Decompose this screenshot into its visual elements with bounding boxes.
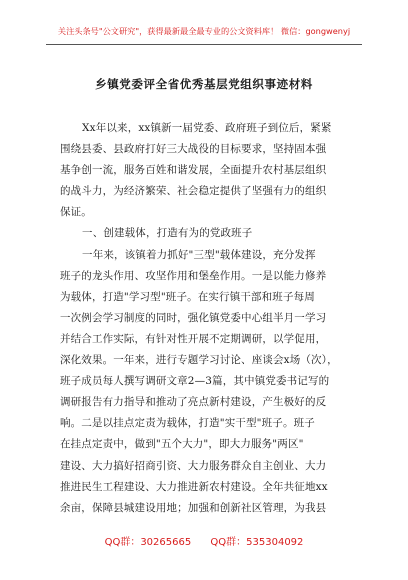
body-line: 基争创一流，服务百姓和谐发展，全面提升农村基层组织 xyxy=(60,164,327,177)
body-line: 保证。 xyxy=(60,206,92,219)
body-line: 的战斗力，为经济繁荣、社会稳定提供了坚强有力的组织 xyxy=(60,185,327,198)
body-line: 围绕县委、县政府打好三大战役的目标要求，坚持固本强 xyxy=(60,143,327,156)
body-line: 一次例会学习制度的同时，强化镇党委中心组半月一学习 xyxy=(60,311,327,324)
body-line: 班子的龙头作用、攻坚作用和堡垒作用。一是以能力修养 xyxy=(60,269,327,282)
body-line: 并结合工作实际，有针对性开展不定期调研，以学促用， xyxy=(60,332,327,345)
body-line: 在挂点定责中，做到"五个大力"，即大力服务"两区" xyxy=(60,438,304,451)
document-title: 乡镇党委评全省优秀基层党组织事迹材料 xyxy=(95,77,313,91)
footer-qq-group-2: QQ群：535304092 xyxy=(210,537,304,548)
footer-contact xyxy=(0,533,408,548)
body-line: 响。二是以挂点定责为载体，打造"实干型"班子。班子 xyxy=(60,417,315,430)
body-line: 调研报告有力指导和推动了亮点新村建设，产生极好的反 xyxy=(60,396,327,409)
footer-qq-group-1: QQ群：30265665 xyxy=(104,537,192,548)
body-line: 一年来，该镇着力抓好"三型"载体建设，充分发挥 xyxy=(82,248,316,261)
body-line: 班子成员每人撰写调研文章2—3篇，其中镇党委书记写的 xyxy=(60,375,330,388)
body-line: Xx年以来，xx镇新一届党委、政府班子到位后，紧紧 xyxy=(82,122,332,134)
header-banner: 关注头条号"公文研究"，获得最新最全最专业的公文资料库！ 微信：gongwenyj xyxy=(57,26,351,36)
body-line: 推进民生工程建设、大力推进新农村建设。全年共征地xx xyxy=(60,480,328,493)
section-heading: 一、创建载体，打造有为的党政班子 xyxy=(82,227,253,240)
body-line: 建设、大力搞好招商引资、大力服务群众自主创业、大力 xyxy=(60,459,327,472)
body-line: 深化效果。一年来，进行专题学习讨论、座谈会x场（次）， xyxy=(60,354,338,367)
body-line: 为载体，打造"学习型"班子。在实行镇干部和班子每周 xyxy=(60,290,315,303)
body-line: 余亩，保障县城建设用地；加强和创新社区管理，为我县 xyxy=(60,501,327,514)
document-body xyxy=(60,118,356,519)
header-divider xyxy=(46,44,362,45)
